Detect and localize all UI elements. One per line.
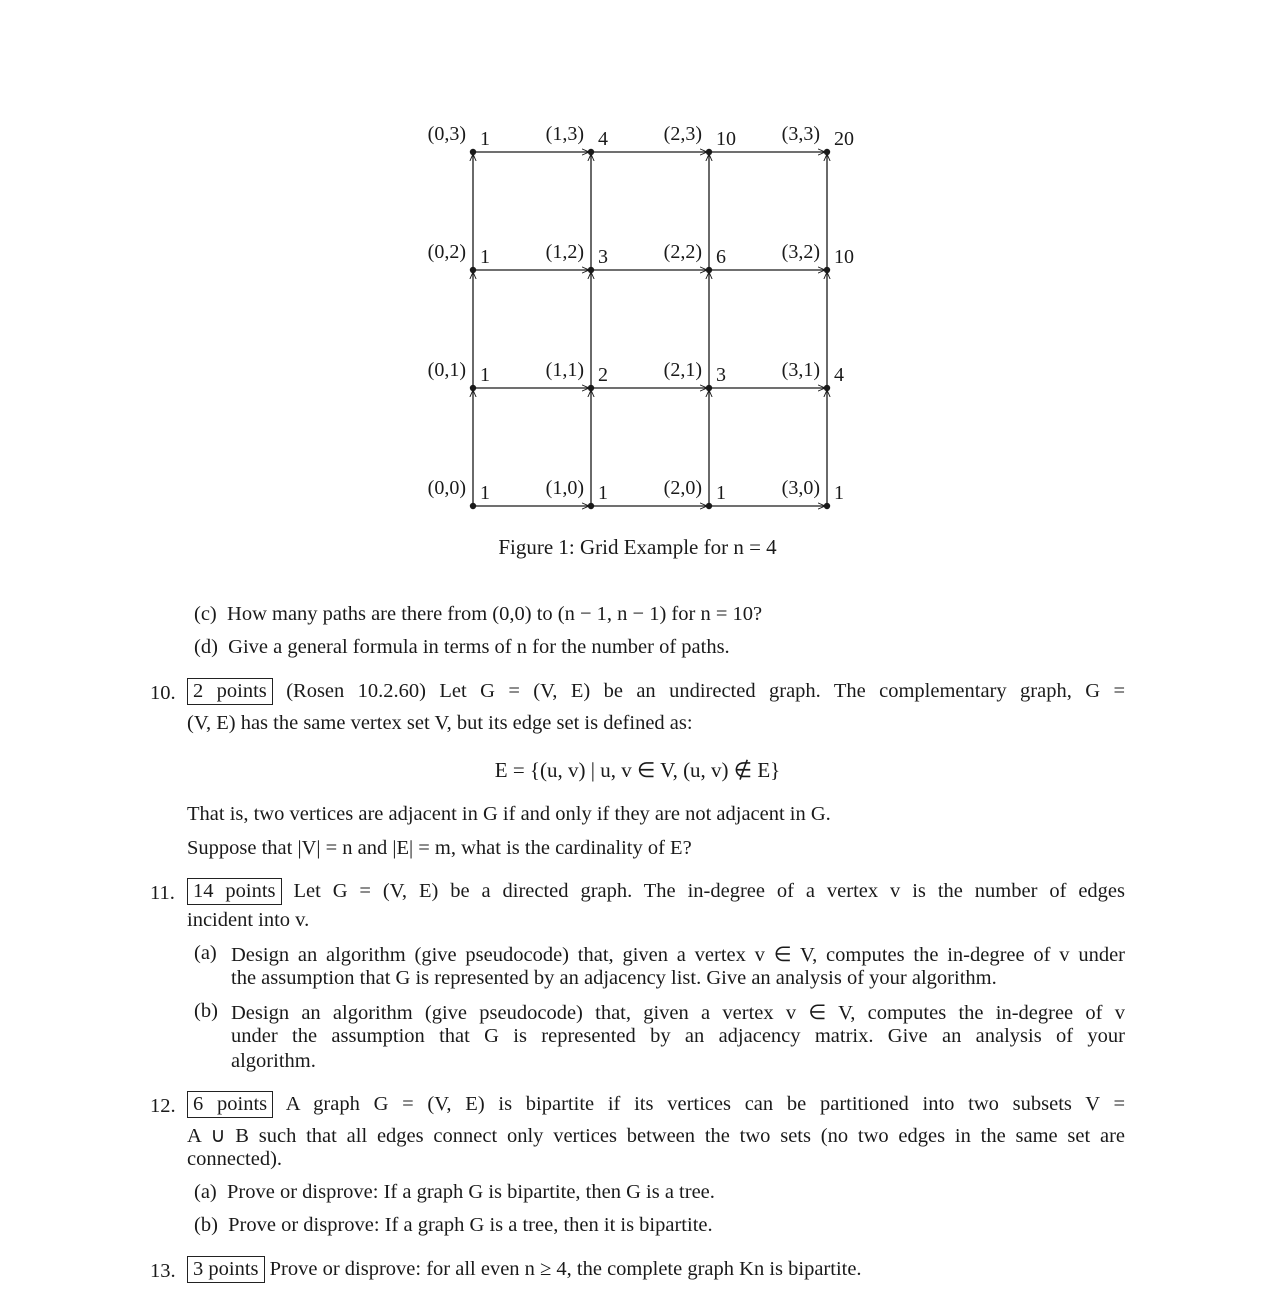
grid-node-count: 1 xyxy=(480,364,490,386)
grid-node-label: (3,1) xyxy=(781,359,820,381)
q9-c-text: How many paths are there from (0,0) to (n − 1, n − 1) for n = 10? xyxy=(227,603,763,625)
q9-part-d xyxy=(194,636,730,659)
grid-node-count: 20 xyxy=(834,128,854,150)
q12-line3: connected). xyxy=(187,1148,283,1170)
q13-number: 13. xyxy=(150,1260,176,1282)
grid-node xyxy=(470,267,476,273)
q9-part-c xyxy=(194,603,762,626)
grid-figure xyxy=(400,110,880,520)
q11-number: 11. xyxy=(150,882,175,904)
grid-node xyxy=(588,503,594,509)
grid-node-label: (2,3) xyxy=(663,123,702,145)
grid-node-label: (1,1) xyxy=(545,359,584,381)
q10-line2: (V, E) has the same vertex set V, but its edge set is defined as: xyxy=(187,712,693,734)
grid-nodes xyxy=(428,123,854,509)
grid-node xyxy=(588,385,594,391)
grid-edges xyxy=(473,152,827,506)
grid-node-label: (0,0) xyxy=(427,477,466,499)
grid-node-count: 4 xyxy=(834,364,844,386)
grid-node-label: (3,2) xyxy=(781,241,820,263)
grid-node-count: 1 xyxy=(480,246,490,268)
q12-b-text: Prove or disprove: If a graph G is a tree, then it is bipartite. xyxy=(228,1214,713,1236)
grid-node xyxy=(706,149,712,155)
q12-part-a xyxy=(194,1181,715,1204)
grid-node-label: (1,2) xyxy=(545,241,584,263)
q11-points-badge: 14 points xyxy=(187,878,282,905)
grid-node xyxy=(824,503,830,509)
grid-node-count: 6 xyxy=(716,246,726,268)
q12-line1-text: A graph G = (V, E) is bipartite if its vertices can be partitioned into two subsets V = xyxy=(285,1093,1126,1115)
grid-node-label: (1,0) xyxy=(545,477,584,499)
grid-node xyxy=(824,385,830,391)
grid-node-label: (0,1) xyxy=(427,359,466,381)
grid-node-count: 10 xyxy=(834,246,854,268)
q13-points-badge: 3 points xyxy=(187,1256,265,1283)
q10-line1 xyxy=(187,680,1125,703)
grid-node xyxy=(470,149,476,155)
q10-points-badge: 2 points xyxy=(187,678,273,705)
grid-node-label: (2,2) xyxy=(663,241,702,263)
grid-node-count: 3 xyxy=(598,246,608,268)
q9-d-text: Give a general formula in terms of n for the number of paths. xyxy=(228,636,730,658)
q11-a-line2: the assumption that G is represented by an adjacency list. Give an analysis of your algorithm. xyxy=(231,967,997,989)
grid-node-label: (2,0) xyxy=(663,477,702,499)
grid-node xyxy=(470,503,476,509)
grid-node xyxy=(588,267,594,273)
q12-a-marker: (a) xyxy=(194,1181,217,1203)
q11-a-marker: (a) xyxy=(194,942,217,964)
q12-points-badge: 6 points xyxy=(187,1091,273,1118)
q11-b-line2: under the assumption that G is represented by an adjacency matrix. Give an analysis of your xyxy=(231,1025,1125,1047)
grid-node-label: (3,0) xyxy=(781,477,820,499)
grid-node-label: (2,1) xyxy=(663,359,702,381)
q10-para2: Suppose that |V| = n and |E| = m, what is the cardinality of E? xyxy=(187,837,692,859)
q11-line1 xyxy=(187,880,1125,903)
grid-node-label: (0,3) xyxy=(427,123,466,145)
q13-line xyxy=(187,1258,862,1281)
q13-text: Prove or disprove: for all even n ≥ 4, the complete graph Kn is bipartite. xyxy=(269,1258,862,1280)
q12-b-marker: (b) xyxy=(194,1214,218,1236)
q12-number: 12. xyxy=(150,1095,176,1117)
grid-node-count: 1 xyxy=(834,482,844,504)
grid-node xyxy=(706,267,712,273)
q11-line2: incident into v. xyxy=(187,909,310,931)
q10-line1-text: (Rosen 10.2.60) Let G = (V, E) be an undirected graph. The complementary graph, G = xyxy=(286,680,1125,702)
grid-node-count: 1 xyxy=(716,482,726,504)
grid-node xyxy=(824,267,830,273)
grid-node-count: 4 xyxy=(598,128,608,150)
grid-node-count: 1 xyxy=(480,482,490,504)
q12-a-text: Prove or disprove: If a graph G is bipartite, then G is a tree. xyxy=(227,1181,715,1203)
grid-node-count: 3 xyxy=(716,364,726,386)
q11-b-line3: algorithm. xyxy=(231,1050,316,1072)
figure-caption: Figure 1: Grid Example for n = 4 xyxy=(498,535,777,559)
q9-c-marker: (c) xyxy=(194,603,217,625)
q10-number: 10. xyxy=(150,682,176,704)
grid-node-count: 1 xyxy=(480,128,490,150)
q11-line1-text: Let G = (V, E) be a directed graph. The in-degree of a vertex v is the number of edges xyxy=(293,880,1125,902)
q11-a-line1: Design an algorithm (give pseudocode) that, given a vertex v ∈ V, computes the in-degree of v under xyxy=(231,944,1125,966)
q12-line1 xyxy=(187,1093,1125,1116)
q11-b-line1: Design an algorithm (give pseudocode) that, given a vertex v ∈ V, computes the in-degree of v xyxy=(231,1002,1125,1024)
grid-node-count: 2 xyxy=(598,364,608,386)
q10-para1: That is, two vertices are adjacent in G if and only if they are not adjacent in G. xyxy=(187,803,831,825)
q12-line2: A ∪ B such that all edges connect only vertices between the two sets (no two edges in the same set are xyxy=(187,1125,1125,1147)
grid-node-label: (3,3) xyxy=(781,123,820,145)
grid-node-label: (0,2) xyxy=(427,241,466,263)
grid-node-count: 1 xyxy=(598,482,608,504)
q10-equation: E = {(u, v) | u, v ∈ V, (u, v) ∉ E} xyxy=(494,758,781,782)
grid-node-count: 10 xyxy=(716,128,736,150)
grid-node xyxy=(706,385,712,391)
grid-node xyxy=(824,149,830,155)
q11-b-marker: (b) xyxy=(194,1000,218,1022)
q9-d-marker: (d) xyxy=(194,636,218,658)
grid-node xyxy=(706,503,712,509)
grid-node xyxy=(588,149,594,155)
q12-part-b xyxy=(194,1214,713,1237)
grid-node-label: (1,3) xyxy=(545,123,584,145)
grid-node xyxy=(470,385,476,391)
